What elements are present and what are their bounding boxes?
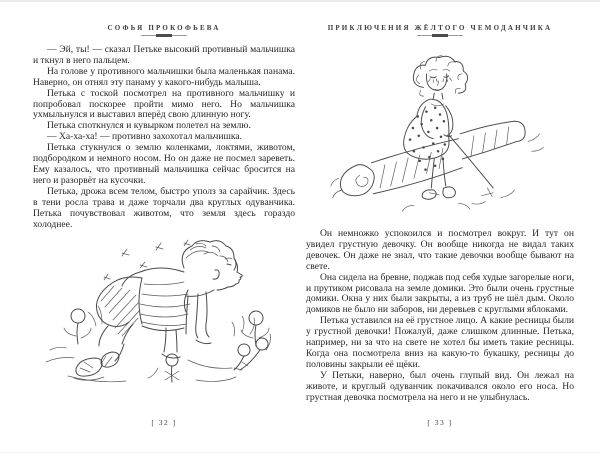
page-left: [33, 2, 295, 452]
page-right: [306, 2, 574, 452]
paragraph: — Эй, ты! — сказал Петьке высокий противный мальчишка и ткнул в него пальцем.: [33, 44, 295, 66]
body-text-left: [33, 45, 295, 230]
paragraph: Петька уставился на её грустное лицо. А какие ресницы были у грустной девочки! Пожалуй, даже слишком длинные. Петька, например, ни за что на свете не хотел бы иметь такие ресницы. Когда она посмотрела вниз на какую-то букашку, ресницы до половины закрыли её щёки.: [306, 315, 574, 370]
running-header-title: ПРИКЛЮЧЕНИЯ ЖЁЛТОГО ЧЕМОДАНЧИКА: [327, 24, 553, 32]
header-rule: [417, 35, 463, 36]
paragraph: У Петьки, наверно, был очень глупый вид. Он лежал на животе, и круглый одуванчик покачивался около его носа. Но грустная девочка посмотрела на него и не улыбнулась.: [306, 369, 574, 403]
body-text-right: [306, 229, 574, 404]
paragraph: Она сидела на бревне, поджав под себя худые загорелые ноги, и прутиком рисовала на земле домики. Это были очень грустные домики. Окна у них были закрыты, а из труб не шёл дым. Около домиков не было ни заборов, ни деревьев с круглыми яблоками.: [306, 271, 575, 316]
paragraph: Петька споткнулся и кувырком полетел на землю.: [47, 120, 251, 132]
header-rule-center: [432, 34, 448, 37]
paragraph: Петька стукнулся о землю коленками, локтями, животом, подбородком и немного носом. Но он даже не посмел зареветь. Ему казалось, что противный мальчишка сейчас бросится на него и разорвёт на кусочки.: [33, 142, 295, 186]
paragraph: Петька, дрожа всем телом, быстро уполз за сарайчик. Здесь в тени росла трава и даже торчали два круглых одуванчика. Петька почувствовал животом, что земля здесь гораздо холоднее.: [33, 185, 295, 230]
paragraph: На голове у противного мальчишки была маленькая панама. Наверно, он отнял эту панаму у какого-нибудь малыша.: [33, 65, 295, 88]
illustration-boy-crawling: [33, 234, 295, 397]
paragraph: Он немножко успокоился и посмотрел вокруг. И тут он увидел грустную девочку. Он вообще никогда не видал таких девочек. Он даже не знал, что такие девочки вообще бывают на свете.: [306, 228, 574, 272]
page-number-left: [ 32 ]: [151, 418, 177, 427]
sad-girl-sketch-image: [325, 43, 555, 215]
illustration-sad-girl-on-log: [306, 43, 574, 220]
paragraph: — Ха-ха-ха! — противно захохотал мальчишка.: [47, 131, 243, 143]
page-number-right: [ 33 ]: [427, 418, 453, 427]
header-rule-center: [156, 34, 172, 37]
paragraph: Петька с тоской посмотрел на противного мальчишку и попробовал поскорее пройти мимо него. Но мальчишка ухмыльнулся и выставил вперёд свою длинную ногу.: [33, 87, 295, 121]
header-rule: [141, 35, 187, 36]
boy-crawling-sketch-image: [38, 234, 290, 392]
running-header-author: СОФЬЯ ПРОКОФЬЕВА: [107, 24, 221, 32]
